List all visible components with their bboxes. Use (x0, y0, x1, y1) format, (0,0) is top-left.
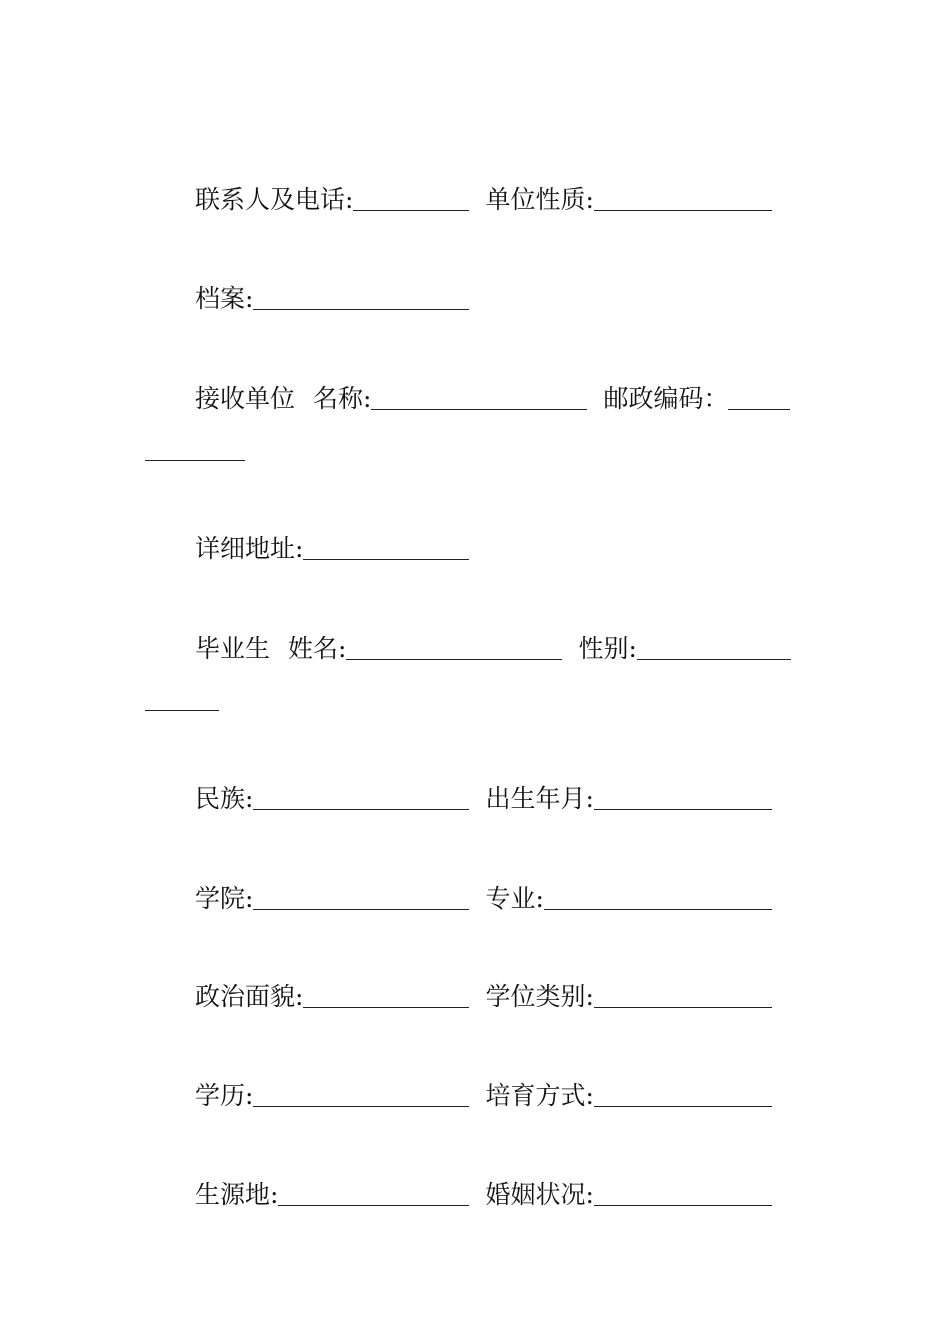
marital-blank[interactable] (594, 1183, 772, 1206)
row-political (195, 982, 772, 1012)
college-blank[interactable] (253, 887, 469, 910)
birth-label: 出生年月: (485, 784, 594, 813)
row-receiving-unit (195, 384, 790, 414)
unit-nature-label: 单位性质: (485, 185, 594, 214)
row-contact (195, 185, 772, 215)
graduate-name-label: 姓名: (288, 634, 347, 663)
birth-blank[interactable] (594, 787, 772, 810)
row-origin (195, 1180, 772, 1210)
archive-label: 档案: (195, 284, 254, 313)
training-label: 培育方式: (485, 1081, 594, 1110)
origin-blank[interactable] (278, 1183, 469, 1206)
postal-code-blank[interactable] (728, 387, 790, 410)
row-address (195, 534, 469, 564)
contact-blank[interactable] (353, 188, 469, 211)
marital-label: 婚姻状况: (485, 1180, 594, 1209)
graduate-label: 毕业生 (195, 634, 271, 663)
contact-label: 联系人及电话: (195, 185, 354, 214)
degree-type-label: 学位类别: (485, 982, 594, 1011)
political-blank[interactable] (303, 985, 469, 1008)
education-blank[interactable] (253, 1084, 469, 1107)
gender-blank-continued[interactable] (145, 709, 219, 711)
graduate-name-blank[interactable] (346, 637, 562, 660)
receiving-name-blank[interactable] (371, 387, 587, 410)
unit-nature-blank[interactable] (594, 188, 772, 211)
ethnicity-blank[interactable] (253, 787, 469, 810)
major-blank[interactable] (544, 887, 772, 910)
row-archive (195, 284, 469, 314)
origin-label: 生源地: (195, 1180, 279, 1209)
postal-code-label: 邮政编码： (603, 384, 729, 413)
gender-blank[interactable] (637, 637, 791, 660)
college-label: 学院: (195, 884, 254, 913)
postal-code-blank-continued[interactable] (145, 459, 245, 461)
degree-type-blank[interactable] (594, 985, 772, 1008)
gender-label: 性别: (578, 634, 637, 663)
political-label: 政治面貌: (195, 982, 304, 1011)
receiving-unit-label: 接收单位 (195, 384, 296, 413)
archive-blank[interactable] (253, 287, 469, 310)
ethnicity-label: 民族: (195, 784, 254, 813)
address-label: 详细地址: (195, 534, 304, 563)
receiving-name-label: 名称: (313, 384, 372, 413)
row-education (195, 1081, 772, 1111)
row-college (195, 884, 772, 914)
address-blank[interactable] (303, 537, 469, 560)
row-ethnicity (195, 784, 772, 814)
major-label: 专业: (485, 884, 544, 913)
row-graduate (195, 634, 791, 664)
training-blank[interactable] (594, 1084, 772, 1107)
education-label: 学历: (195, 1081, 254, 1110)
